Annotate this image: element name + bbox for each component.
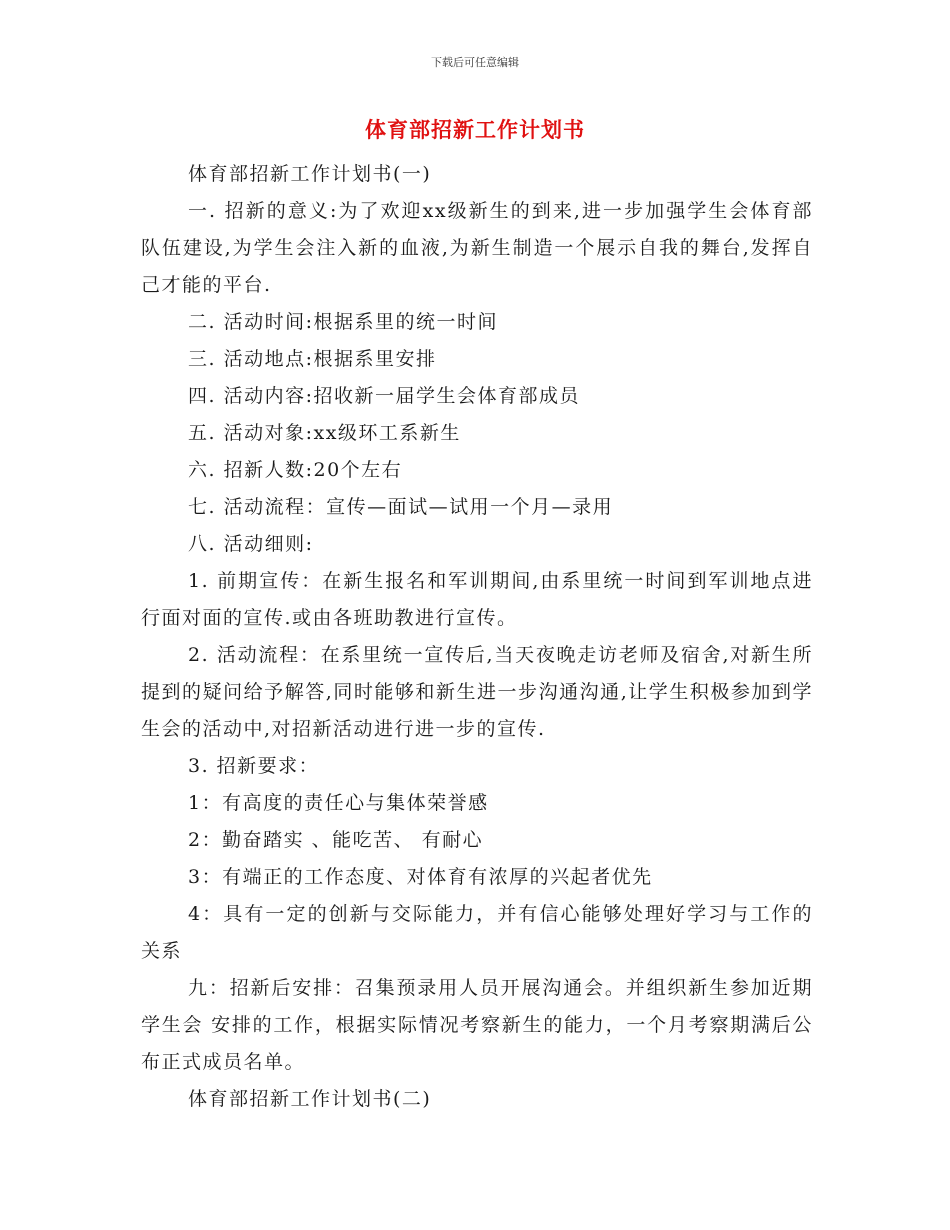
list-item: 3：有端正的工作态度、对体育有浓厚的兴起者优先 bbox=[188, 866, 653, 888]
document-title: 体育部招新工作计划书 bbox=[365, 118, 585, 142]
paragraph: 二. 活动时间:根据系里的统一时间 bbox=[188, 311, 498, 333]
list-item: 2：勤奋踏实 、能吃苦、 有耐心 bbox=[188, 829, 484, 851]
paragraph: 九：招新后安排：召集预录用人员开展沟通会。并组织新生参加近期学生会 安排的工作，根据实际情况考察新生的能力，一个月考察期满后公布正式成员名单。 bbox=[141, 977, 813, 1073]
paragraph: 一. 招新的意义:为了欢迎xx级新生的到来,进一步加强学生会体育部队伍建设,为学生会注入新的血液,为新生制造一个展示自我的舞台,发挥自己才能的平台. bbox=[141, 200, 813, 296]
document-body bbox=[141, 156, 813, 1118]
list-item: 1：有高度的责任心与集体荣誉感 bbox=[188, 792, 489, 814]
paragraph: 1. 前期宣传：在新生报名和军训期间,由系里统一时间到军训地点进行面对面的宣传.或由各班助教进行宣传。 bbox=[141, 570, 813, 629]
paragraph: 三. 活动地点:根据系里安排 bbox=[188, 348, 437, 370]
paragraph: 七. 活动流程：宣传—面试—试用一个月—录用 bbox=[188, 496, 614, 518]
section-heading: 体育部招新工作计划书(二) bbox=[188, 1088, 432, 1110]
paragraph: 六. 招新人数:20个左右 bbox=[188, 459, 403, 481]
paragraph: 五. 活动对象:xx级环工系新生 bbox=[188, 422, 461, 444]
paragraph: 四. 活动内容:招收新一届学生会体育部成员 bbox=[188, 385, 580, 407]
paragraph: 3. 招新要求： bbox=[188, 755, 320, 777]
list-item: 4：具有一定的创新与交际能力，并有信心能够处理好学习与工作的关系 bbox=[141, 903, 813, 962]
paragraph: 八. 活动细则: bbox=[188, 533, 314, 555]
section-heading: 体育部招新工作计划书(一) bbox=[188, 163, 432, 185]
paragraph: 2. 活动流程：在系里统一宣传后,当天夜晚走访老师及宿舍,对新生所提到的疑问给予解答,同时能够和新生进一步沟通沟通,让学生积极参加到学生会的活动中,对招新活动进行进一步的宣传. bbox=[141, 644, 813, 740]
header-note: 下载后可任意编辑 bbox=[431, 56, 519, 69]
